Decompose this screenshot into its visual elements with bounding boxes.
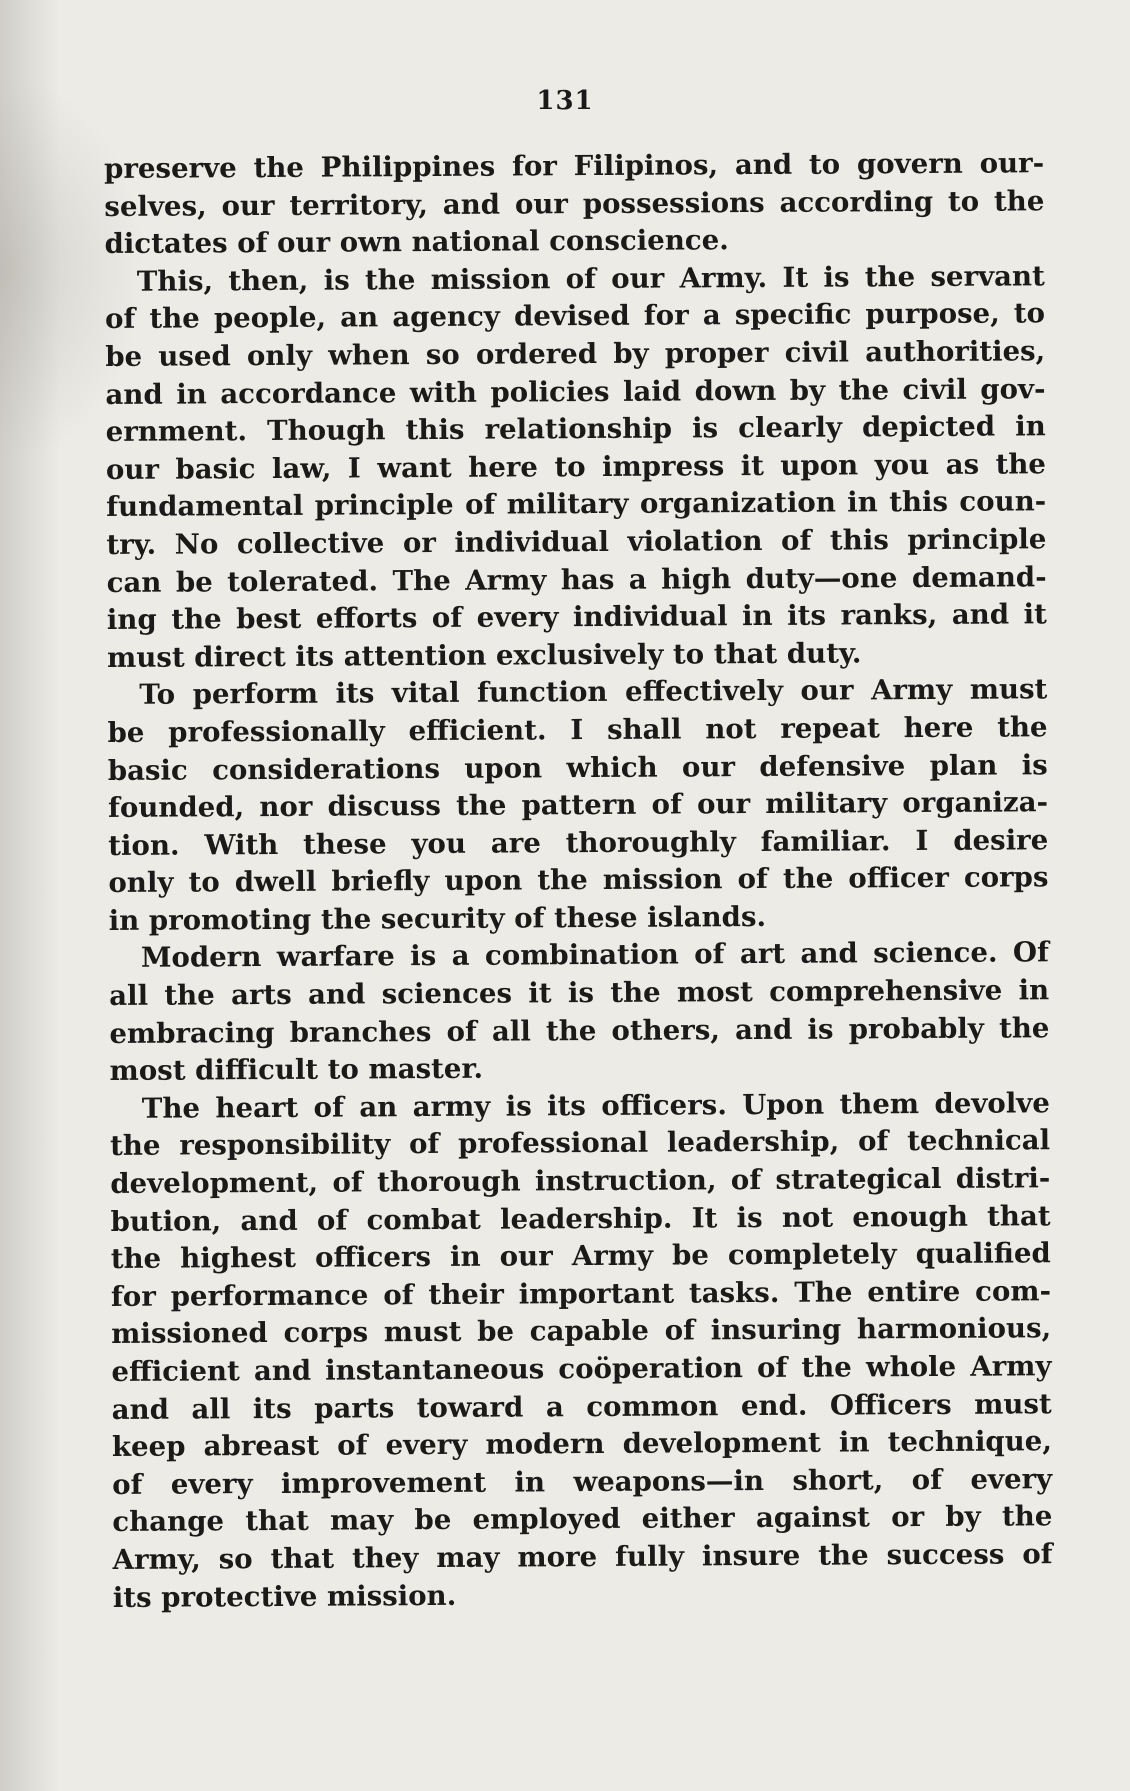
text-line: the responsibility of professional leadership, of technical [109,1123,1051,1163]
text-line: in promoting the security of these islands. [108,899,767,937]
text-line: founded, nor discuss the pattern of our military organiza- [107,785,1049,825]
paragraph-2 [105,257,1048,676]
text-line: be professionally efficient. I shall not repeat here the [107,710,1048,749]
paragraph-3 [107,671,1049,940]
text-line: only to dwell briefly upon the mission of the officer corps [108,860,1049,900]
text-line: The heart of an army is its officers. Upon them devolve [141,1086,1050,1125]
text-line: selves, our territory, and our possessions according to the [104,183,1045,223]
page-body [104,144,1053,1616]
text-line: Modern warfare is a combination of art and science. Of [140,935,1050,975]
text-line: To perform its vital function effectively our Army must [139,672,1048,712]
text-line: and in accordance with policies laid down by the civil gov- [105,371,1046,411]
paragraph-4 [109,934,1050,1090]
text-line: ernment. Though this relationship is clearly depicted in [105,409,1046,449]
text-line: be used only when so ordered by proper civil authorities, [105,334,1046,373]
text-line: for performance of their important tasks. The entire com- [110,1274,1052,1313]
text-line: all the arts and sciences it is the most comprehensive in [109,973,1050,1013]
page-number: 131 [536,86,594,116]
text-line: of the people, an agency devised for a specific purpose, to [104,296,1046,336]
text-line: fundamental principle of military organization in this coun- [106,484,1047,524]
text-line: its protective mission. [112,1578,457,1614]
text-line: can be tolerated. The Army has a high duty—one demand- [106,559,1047,599]
text-line: change that may be employed either against or by the [112,1499,1053,1539]
text-line: efficient and instantaneous coöperation of the whole Army [111,1349,1052,1388]
text-line: development, of thorough instruction, of strategical distri- [110,1161,1051,1201]
text-line: bution, and of combat leadership. It is not enough that [110,1198,1051,1238]
text-line: try. No collective or individual violation of this principle [106,522,1047,561]
text-line: of every improvement in weapons—in short, of every [112,1462,1053,1501]
text-line: dictates of our own national conscience. [104,223,729,261]
text-line: most difficult to master. [109,1051,484,1088]
text-line: embracing branches of all the others, and is probably the [109,1010,1050,1050]
text-line: tion. With these you are thoroughly familiar. I desire [108,822,1049,862]
text-line: keep abreast of every modern development in technique, [111,1424,1053,1464]
paragraph-5 [110,1084,1053,1616]
text-line: This, then, is the mission of our Army. It is the servant [136,259,1045,298]
text-line: must direct its attention exclusively to that duty. [106,636,862,674]
text-line: and all its parts toward a common end. Officers must [111,1386,1052,1426]
text-line: the highest officers in our Army be completely qualified [110,1236,1051,1276]
text-line: basic considerations upon which our defensive plan is [107,747,1048,787]
text-line: ing the best efforts of every individual in its ranks, and it [106,597,1047,637]
text-line: missioned corps must be capable of insuring harmonious, [111,1311,1052,1351]
text-line: our basic law, I want here to impress it upon you as the [105,447,1047,486]
text-line: preserve the Philippines for Filipinos, and to govern our- [104,146,1045,185]
paragraph-1 [104,144,1045,263]
text-line: Army, so that they may more fully insure the success of [112,1537,1053,1576]
